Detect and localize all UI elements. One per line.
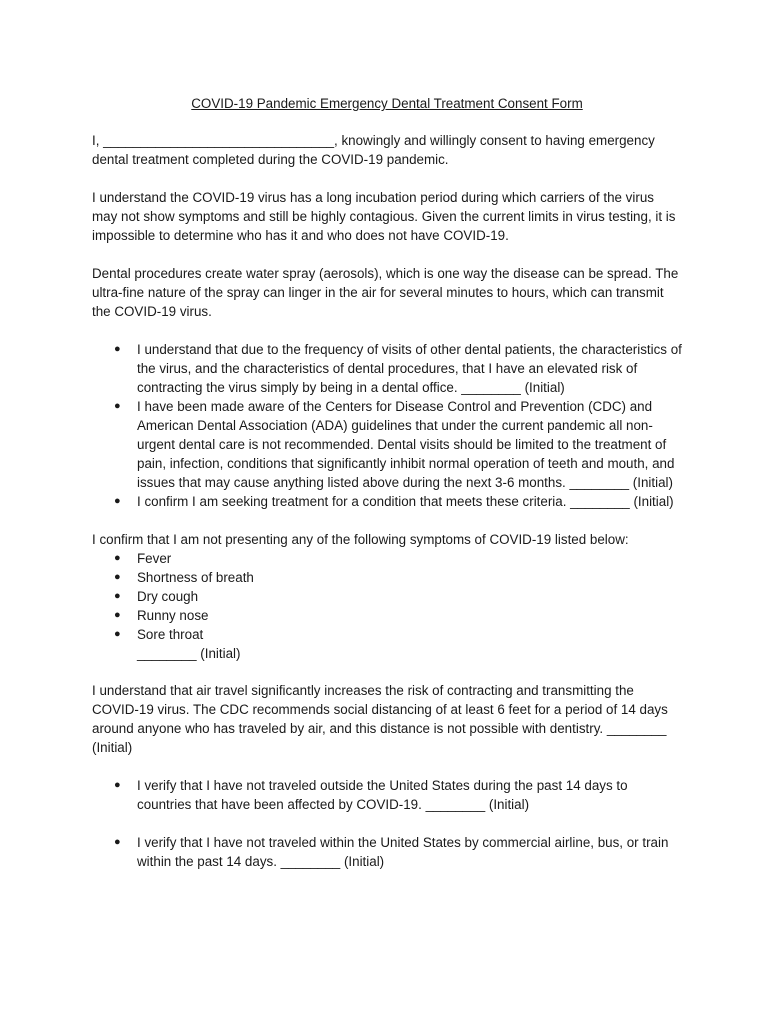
bullet-icon: ● [114,779,121,791]
list-item [114,397,682,492]
travel-item-text: I verify that I have not traveled within the United States by commercial airline, bus, or train within the past 14 days. ________ (Initial) [137,835,669,869]
symptom-text: Shortness of breath [137,570,254,585]
bullet-icon: ● [114,400,121,412]
symptom-text: Fever [137,551,172,566]
bullet-icon: ● [114,590,121,602]
air-travel-paragraph: I understand that air travel significantly increases the risk of contracting and transmitting the COVID-19 virus. The CDC recommends social distancing of at least 6 feet for a period of 14 days around anyone who has traveled by air, and this distance is not possible with dentistry. ________ (Initial) [92,683,668,755]
list-item [114,568,682,587]
aerosols-paragraph: Dental procedures create water spray (aerosols), which is one way the disease can be spread. The ultra-fine nature of the spray can linger in the air for several minutes to hours, which can transmit the COVID-19 virus. [92,266,679,319]
symptoms-initial-text: ________ (Initial) [137,646,241,661]
bullet-icon: ● [114,628,121,640]
risk-acknowledgement-list [92,340,682,511]
consent-intro-paragraph: I, _______________________________, knowingly and willingly consent to having emergency dental treatment completed during the COVID-19 pandemic. [92,133,655,167]
bullet-icon: ● [114,495,121,507]
symptom-text: Dry cough [137,589,199,604]
bullet-icon: ● [114,571,121,583]
bullet-icon: ● [114,552,121,564]
bullet-icon: ● [114,836,121,848]
symptoms-intro-paragraph: I confirm that I am not presenting any of the following symptoms of COVID-19 listed below: [92,532,629,547]
risk-item-text: I have been made aware of the Centers for Disease Control and Prevention (CDC) and American Dental Association (ADA) guidelines that under the current pandemic all non-urgent dental care is not recommended. Dental visits should be limited to the treatment of pain, infection, conditions that significantly inhibit normal operation of teeth and mouth, and issues that may cause anything listed above during the next 3-6 months. ________ (Initial) [137,399,675,490]
risk-item-text: I understand that due to the frequency of visits of other dental patients, the characteristics of the virus, and the characteristics of dental procedures, that I have an elevated risk of contracting the virus simply by being in a dental office. ________ (Initial) [137,342,682,395]
symptom-text: Runny nose [137,608,209,623]
symptoms-initial-line [137,644,682,663]
list-item [114,340,682,397]
travel-item-text: I verify that I have not traveled outside the United States during the past 14 days to countries that have been affected by COVID-19. ________ (Initial) [137,778,628,812]
symptoms-list [92,549,682,663]
page-title: COVID-19 Pandemic Emergency Dental Treatment Consent Form [191,96,583,111]
list-item [114,549,682,568]
list-item [114,606,682,625]
list-item [114,833,682,871]
risk-item-text: I confirm I am seeking treatment for a condition that meets these criteria. ________ (Initial) [137,494,674,509]
form-body [92,94,682,890]
list-item [114,776,682,814]
bullet-icon: ● [114,609,121,621]
symptom-text: Sore throat [137,627,204,642]
travel-verification-list [92,776,682,871]
bullet-icon: ● [114,343,121,355]
list-item [114,587,682,606]
list-item [114,625,682,644]
incubation-paragraph: I understand the COVID-19 virus has a long incubation period during which carriers of the virus may not show symptoms and still be highly contagious. Given the current limits in virus testing, it is impossible to determine who has it and who does not have COVID-19. [92,190,676,243]
list-item [114,492,682,511]
